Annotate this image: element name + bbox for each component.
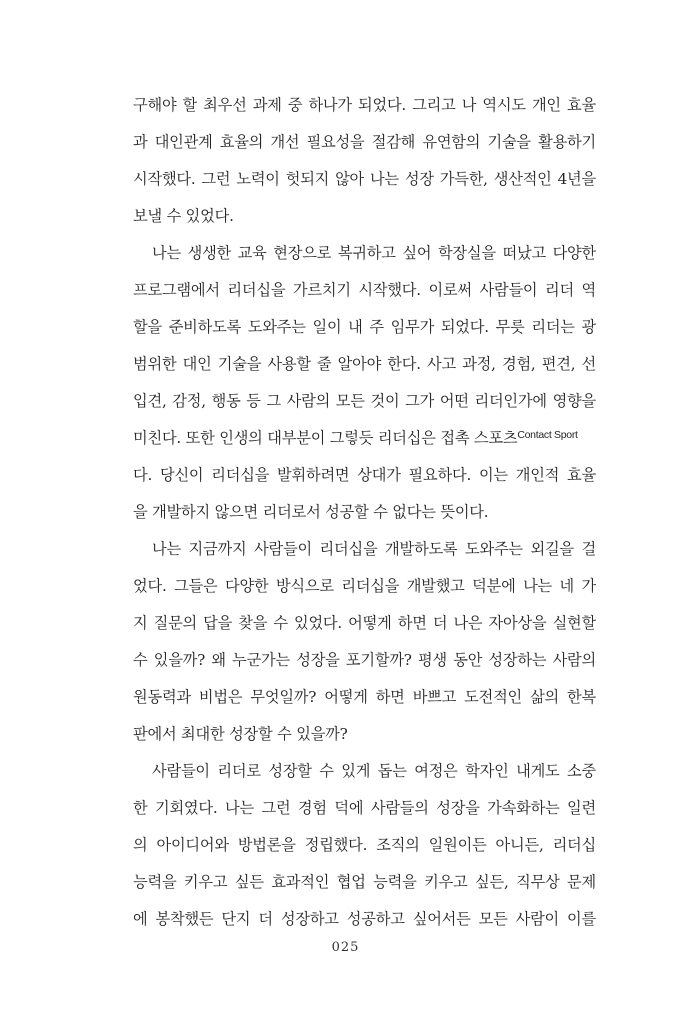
text-line: 할을 준비하도록 도와주는 일이 내 주 임무가 되었다. 무릇 리더는 광 <box>133 318 596 336</box>
text-line: 사람들이 리더로 성장할 수 있게 돕는 여정은 학자인 내게도 소중 <box>152 762 596 780</box>
text-line: 과 대인관계 효율의 개선 필요성을 절감해 유연함의 기술을 활용하기 <box>133 133 596 151</box>
text-line: 입견, 감정, 행동 등 그 사람의 모든 것이 그가 어떤 리더인가에 영향을 <box>133 392 596 410</box>
text-line: 나는 지금까지 사람들이 리더십을 개발하도록 도와주는 외길을 걸 <box>152 540 596 558</box>
page-number: 025 <box>331 940 360 955</box>
text-line: 었다. 그들은 다양한 방식으로 리더십을 개발했고 덕분에 나는 네 가 <box>133 577 596 595</box>
text-line: 다. 당신이 리더십을 발휘하려면 상대가 필요하다. 이는 개인적 효율 <box>133 466 596 484</box>
text-line: 범위한 대인 기술을 사용할 줄 알아야 한다. 사고 과정, 경험, 편견, 선 <box>133 355 596 373</box>
text-line-content: 미친다. 또한 인생의 대부분이 그렇듯 리더십은 접촉 스포츠 <box>133 429 518 447</box>
text-line: 능력을 키우고 싶든 효과적인 협업 능력을 키우고 싶든, 직무상 문제 <box>133 873 596 891</box>
text-line-with-annotation <box>133 422 596 454</box>
text-line: 지 질문의 답을 찾을 수 있었다. 어떻게 하면 더 나은 자아상을 실현할 <box>133 614 596 632</box>
text-line: 나는 생생한 교육 현장으로 복귀하고 싶어 학장실을 떠났고 다양한 <box>152 244 596 262</box>
text-line: 구해야 할 최우선 과제 중 하나가 되었다. 그리고 나 역시도 개인 효율 <box>133 96 596 114</box>
text-line: 원동력과 비법은 무엇일까? 어떻게 하면 바쁘고 도전적인 삶의 한복 <box>133 688 596 706</box>
text-line: 수 있을까? 왜 누군가는 성장을 포기할까? 평생 동안 성장하는 사람의 <box>133 651 596 669</box>
text-line: 을 개발하지 않으면 리더로서 성공할 수 없다는 뜻이다. <box>133 503 489 521</box>
text-line: 시작했다. 그런 노력이 헛되지 않아 나는 성장 가득한, 생산적인 4년을 <box>133 170 596 188</box>
text-line: 에 봉착했든 단지 더 성장하고 성공하고 싶어서든 모든 사람이 이를 <box>133 910 596 928</box>
english-annotation: Contact Sport <box>517 429 578 441</box>
text-line: 프로그램에서 리더십을 가르치기 시작했다. 이로써 사람들이 리더 역 <box>133 281 596 299</box>
text-line: 보낼 수 있었다. <box>133 207 234 225</box>
text-line: 의 아이디어와 방법론을 정립했다. 조직의 일원이든 아니든, 리더십 <box>133 836 596 854</box>
text-line: 한 기회였다. 나는 그런 경험 덕에 사람들의 성장을 가속화하는 일련 <box>133 799 596 817</box>
text-line: 판에서 최대한 성장할 수 있을까? <box>133 725 348 743</box>
